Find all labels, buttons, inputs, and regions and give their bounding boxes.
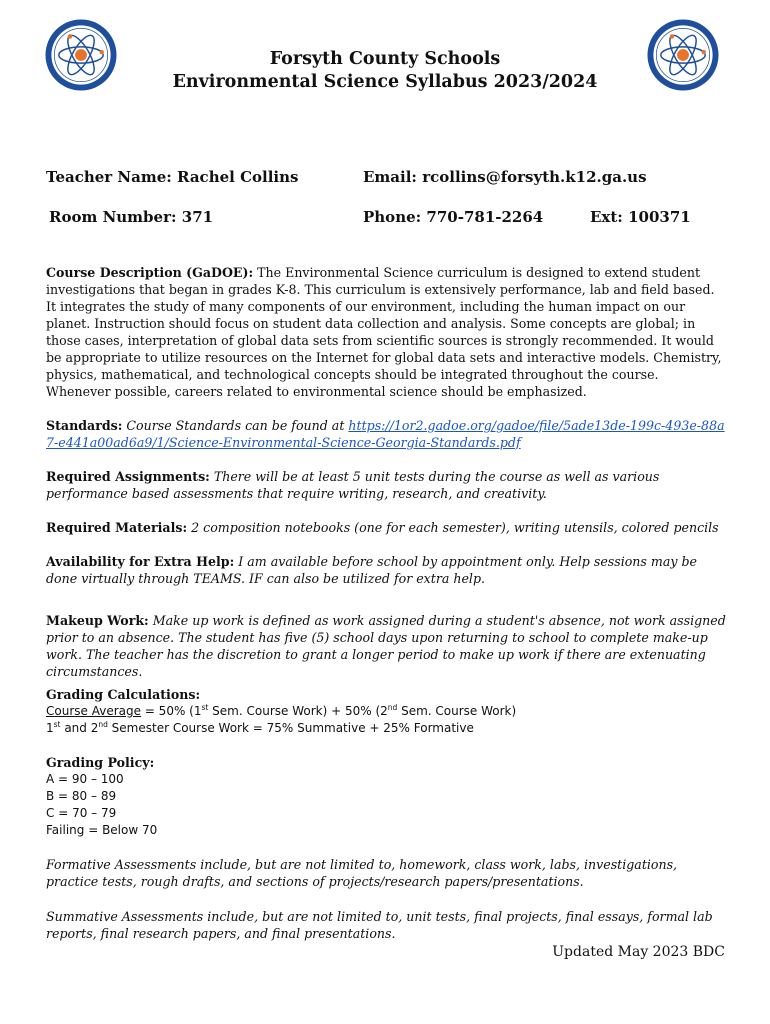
updated-note: Updated May 2023 BDC	[552, 944, 725, 960]
course-average-line	[46, 703, 726, 720]
standards	[46, 417, 726, 451]
semester-work-line	[46, 720, 726, 737]
extra-help	[46, 553, 726, 587]
required-materials	[46, 519, 726, 536]
section-label: Standards:	[46, 418, 123, 433]
section-text: The Environmental Science curriculum is designed to extend student investigations that began in grades K-8. This curriculum is extensively performance, lab and field based. It integrates the study of many components of our environment, including the human impact on our planet. Instruction should focus on student data collection and analysis. Some concepts are global; in those cases, interpretation of global data sets from scientific sources is strongly recommended. It would be appropriate to utilize resources on the Internet for global data sets and interactive models. Chemistry, physics, mathematical, and technological concepts should be integrated throughout the course. Whenever possible, careers related to environmental science should be emphasized.	[46, 265, 722, 399]
grading-policy	[46, 754, 726, 839]
calc-text: 1	[46, 721, 54, 735]
grading-calculations	[46, 686, 726, 737]
room-number	[49, 208, 213, 226]
required-assignments	[46, 468, 726, 502]
course-description	[46, 264, 726, 400]
teacher-name-label: Teacher Name:	[46, 168, 172, 186]
grade-scale-failing: Failing = Below 70	[46, 823, 158, 837]
ordinal-suffix: st	[201, 703, 209, 712]
ordinal-suffix: st	[53, 720, 61, 729]
teacher-name-value: Rachel Collins	[177, 168, 299, 186]
room-value: 371	[181, 208, 214, 226]
page-title	[0, 48, 770, 94]
phone-extension	[590, 208, 691, 226]
grade-scale-b: B = 80 – 89	[46, 789, 117, 803]
section-text: 2 composition notebooks (one for each semester), writing utensils, colored pencils	[191, 520, 719, 535]
teacher-email	[363, 168, 647, 186]
summative-assessments: Summative Assessments include, but are not limited to, unit tests, final projects, final essays, formal lab reports, final research papers, and final presentations.	[46, 909, 713, 941]
section-text: Course Standards can be found at	[126, 418, 345, 433]
ordinal-suffix: nd	[387, 703, 398, 712]
makeup-work	[46, 612, 726, 680]
section-text: There will be at least 5 unit tests during the course as well as various performance based assessments that require writing, research, and creativity.	[46, 469, 660, 501]
grade-scale-c: C = 70 – 79	[46, 806, 117, 820]
formative-assessments: Formative Assessments include, but are not limited to, homework, class work, labs, investigations, practice tests, rough drafts, and sections of projects/research papers/presentations.	[46, 857, 678, 889]
section-label: Makeup Work:	[46, 613, 149, 628]
email-label: Email:	[363, 168, 417, 186]
standards-link[interactable]: https://1or2.gadoe.org/gadoe/file/5ade13de-199c-493e-88a7-e441a00ad6a9/1/Science-Environmental-Science-Georgia-Standards.pdf	[46, 418, 725, 450]
section-label: Required Assignments:	[46, 469, 210, 484]
calc-text: Sem. Course Work) + 50% (2	[208, 704, 388, 718]
section-label: Required Materials:	[46, 520, 188, 535]
course-average-term: Course Average	[46, 704, 141, 718]
phone-value: 770-781-2264	[426, 208, 544, 226]
ordinal-suffix: nd	[98, 720, 108, 729]
section-label: Grading Policy:	[46, 755, 155, 770]
section-text: I am available before school by appointment only. Help sessions may be done virtually through TEAMS. IF can also be utilized for extra help.	[46, 554, 697, 586]
calc-text: Semester Course Work = 75% Summative + 25% Formative	[107, 721, 474, 735]
title-line-1: Forsyth County Schools	[269, 49, 501, 69]
grade-scale-a: A = 90 – 100	[46, 772, 124, 786]
email-value[interactable]: rcollins@forsyth.k12.ga.us	[422, 168, 647, 186]
calc-text: and 2	[60, 721, 99, 735]
room-label: Room Number:	[49, 208, 177, 226]
section-text: Make up work is defined as work assigned during a student's absence, not work assigned prior to an absence. The student has five (5) school days upon returning to school to complete make-up work. The teacher has the discretion to grant a longer period to make up work if there are extenuating circumstances.	[46, 613, 726, 679]
calc-text: Sem. Course Work)	[397, 704, 517, 718]
ext-value: 100371	[628, 208, 691, 226]
title-line-2: Environmental Science Syllabus 2023/2024	[172, 72, 598, 92]
phone-number	[363, 208, 543, 226]
section-label: Course Description (GaDOE):	[46, 265, 254, 280]
section-label: Grading Calculations:	[46, 687, 201, 702]
teacher-name	[46, 168, 298, 186]
calc-text: = 50% (1	[141, 704, 202, 718]
section-label: Availability for Extra Help:	[46, 554, 235, 569]
ext-label: Ext:	[590, 208, 623, 226]
phone-label: Phone:	[363, 208, 422, 226]
